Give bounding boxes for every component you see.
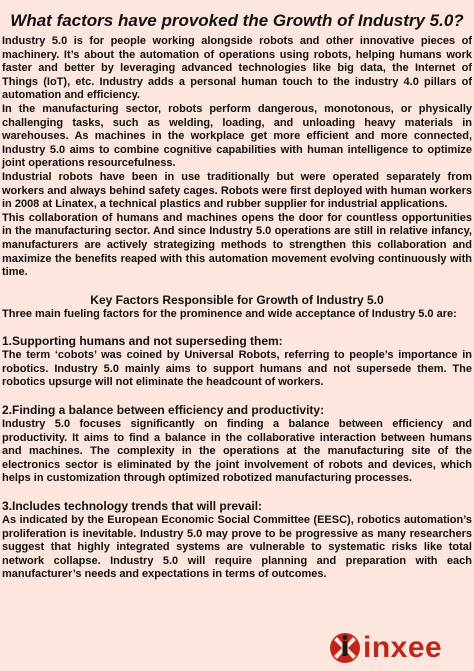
section-lead: Three main fueling factors for the prominence and wide acceptance of Industry 5.0 are: (2, 307, 457, 320)
factor-heading: 2.Finding a balance between efficiency and productivity: (2, 403, 325, 418)
inxee-logo-mark-icon (328, 631, 362, 665)
spacer (2, 486, 472, 499)
factor-heading: 1.Supporting humans and not superseding them: (2, 334, 283, 349)
logo-wordmark: inxee (363, 631, 443, 664)
inxee-logo (328, 629, 470, 667)
factor-text: As indicated by the European Economic Social Committee (EESC), robotics automation’s proliferation is inevitable. Industry 5.0 may prove to be progressive as many researchers suggest that highly integrated systems are vulnerable to systematic risks like total network collapse. Industry 5.0 will require planning and preparation with each manufacturer’s needs and expectations in terms of outcomes. (2, 514, 472, 581)
document-body (2, 35, 472, 582)
factor-heading: 3.Includes technology trends that will prevail: (2, 499, 263, 514)
intro-paragraph: This collaboration of humans and machines opens the door for countless opportunities in the manufacturing sector. And since Industry 5.0 operations are still in relative infancy, manufacturers are actively strategizing methods to strengthen this collaboration and maximize the benefits reaped with this automation movement evolving continuously with time. (2, 211, 472, 279)
factor-text: Industry 5.0 focuses significantly on finding a balance between efficiency and productivity. It aims to find a balance in the collaborative interaction between humans and machines. The complexity in the operations at the manufacturing site of the electronics sector is eliminated by the joint involvement of robots and devices, which helps in customization through optimized robotized manufacturing processes. (2, 418, 472, 485)
intro-paragraph: Industry 5.0 is for people working alongside robots and other innovative pieces of machinery. It’s about the automation of operations using robots, helping humans work faster and better by leveraging advanced technologies like big data, the Internet of Things (IoT), etc. Industry adds a personal human touch to the industry 4.0 pillars of automation and efficiency. (2, 35, 472, 102)
intro-paragraph: In the manufacturing sector, robots perform dangerous, monotonous, or physically challenging tasks, such as welding, loading, and unloading heavy materials in warehouses. As machines in the workplace get more efficient and more connected, Industry 5.0 aims to combine cognitive capabilities with human intelligence to optimize joint operations resourcefulness. (2, 102, 472, 170)
factor-text: The term ‘cobots’ was coined by Universal Robots, referring to people’s importance in robotics. Industry 5.0 mainly aims to support humans and not supersede them. The robotics upsurge will not eliminate the headcount of workers. (2, 349, 472, 389)
intro-paragraph: Industrial robots have been in use traditionally but were operated separately from workers and always behind safety cages. Robots were first deployed with human workers in 2008 at Linatex, a technical plastics and rubber supplier for industrial applications. (2, 170, 472, 211)
spacer (2, 390, 472, 403)
section-heading: Key Factors Responsible for Growth of Industry 5.0 (90, 292, 384, 307)
spacer (2, 280, 472, 293)
page-title: What factors have provoked the Growth of Industry 5.0? (10, 11, 464, 30)
spacer (2, 321, 472, 334)
